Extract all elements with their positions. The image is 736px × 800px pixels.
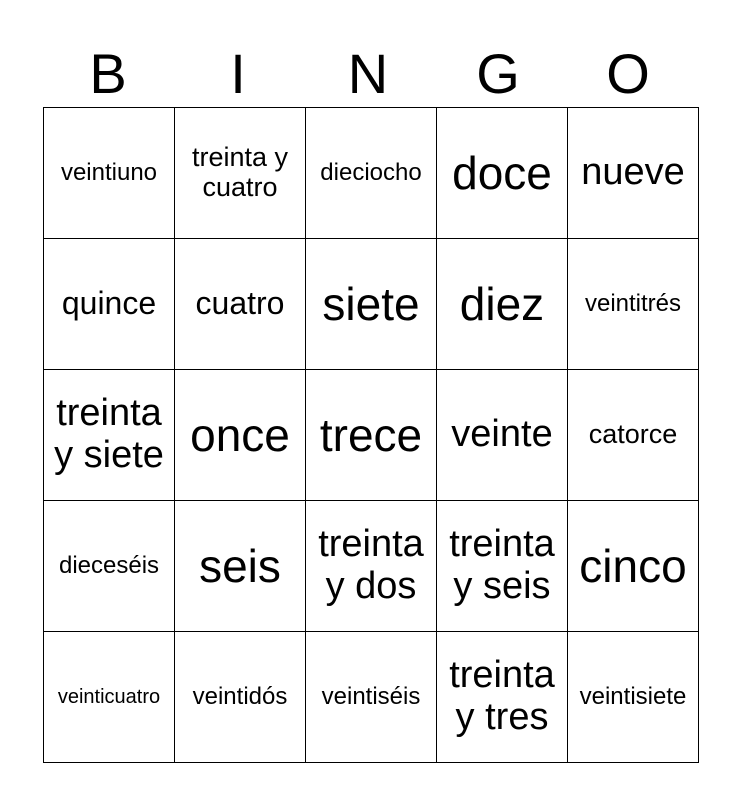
cell-text: veintisiete [579, 682, 687, 710]
bingo-cell[interactable] [568, 632, 699, 763]
cell-text: seis [199, 539, 281, 592]
bingo-board [43, 107, 699, 763]
board-row [44, 239, 699, 370]
bingo-cell[interactable] [437, 370, 568, 501]
cell-text: catorce [588, 419, 678, 450]
bingo-cell[interactable] [306, 370, 437, 501]
header-letter-o: O [606, 42, 650, 105]
cell-text: cuatro [195, 285, 285, 322]
cell-text: treinta y seis [449, 523, 555, 607]
bingo-cell[interactable] [175, 239, 306, 370]
bingo-cell[interactable] [437, 108, 568, 239]
bingo-cell[interactable] [568, 239, 699, 370]
cell-text: trece [319, 408, 423, 461]
bingo-cell[interactable] [44, 632, 175, 763]
cell-text: veintitrés [584, 289, 682, 317]
cell-text: veinte [451, 413, 553, 456]
board-row [44, 370, 699, 501]
cell-text: dieciocho [320, 158, 422, 186]
bingo-cell[interactable] [568, 501, 699, 632]
cell-text: dieceséis [58, 551, 160, 579]
bingo-cell[interactable] [175, 501, 306, 632]
cell-text: cinco [579, 539, 687, 592]
cell-text: diez [459, 277, 545, 330]
board-row [44, 632, 699, 763]
header-letter-n: N [347, 42, 389, 105]
bingo-header [43, 40, 693, 108]
board-row [44, 501, 699, 632]
cell-text: treinta y siete [54, 392, 164, 476]
cell-text: quince [61, 285, 157, 322]
cell-text: veintiuno [60, 158, 158, 186]
bingo-cell[interactable] [306, 239, 437, 370]
header-letter-g: G [476, 42, 520, 105]
bingo-cell[interactable] [44, 239, 175, 370]
cell-text: veintidós [192, 682, 288, 710]
bingo-cell[interactable] [175, 632, 306, 763]
bingo-cell[interactable] [175, 108, 306, 239]
cell-text: doce [452, 146, 552, 199]
cell-text: treinta y tres [449, 654, 555, 738]
cell-text: once [190, 408, 290, 461]
bingo-cell[interactable] [44, 108, 175, 239]
bingo-cell[interactable] [306, 501, 437, 632]
cell-text: nueve [581, 151, 685, 194]
bingo-cell[interactable] [44, 501, 175, 632]
board-row [44, 108, 699, 239]
bingo-cell[interactable] [437, 239, 568, 370]
cell-text: treinta y dos [318, 523, 424, 607]
bingo-cell[interactable] [175, 370, 306, 501]
bingo-cell[interactable] [306, 108, 437, 239]
bingo-cell[interactable] [568, 370, 699, 501]
cell-text: siete [322, 277, 420, 330]
header-letter-i: I [230, 42, 246, 105]
cell-text: treinta y cuatro [191, 142, 289, 202]
bingo-cell[interactable] [306, 632, 437, 763]
bingo-cell[interactable] [44, 370, 175, 501]
bingo-cell[interactable] [437, 632, 568, 763]
cell-text: veinticuatro [57, 686, 161, 708]
bingo-cell[interactable] [437, 501, 568, 632]
header-letter-b: B [89, 42, 127, 105]
cell-text: veintiséis [321, 682, 421, 710]
bingo-cell[interactable] [568, 108, 699, 239]
